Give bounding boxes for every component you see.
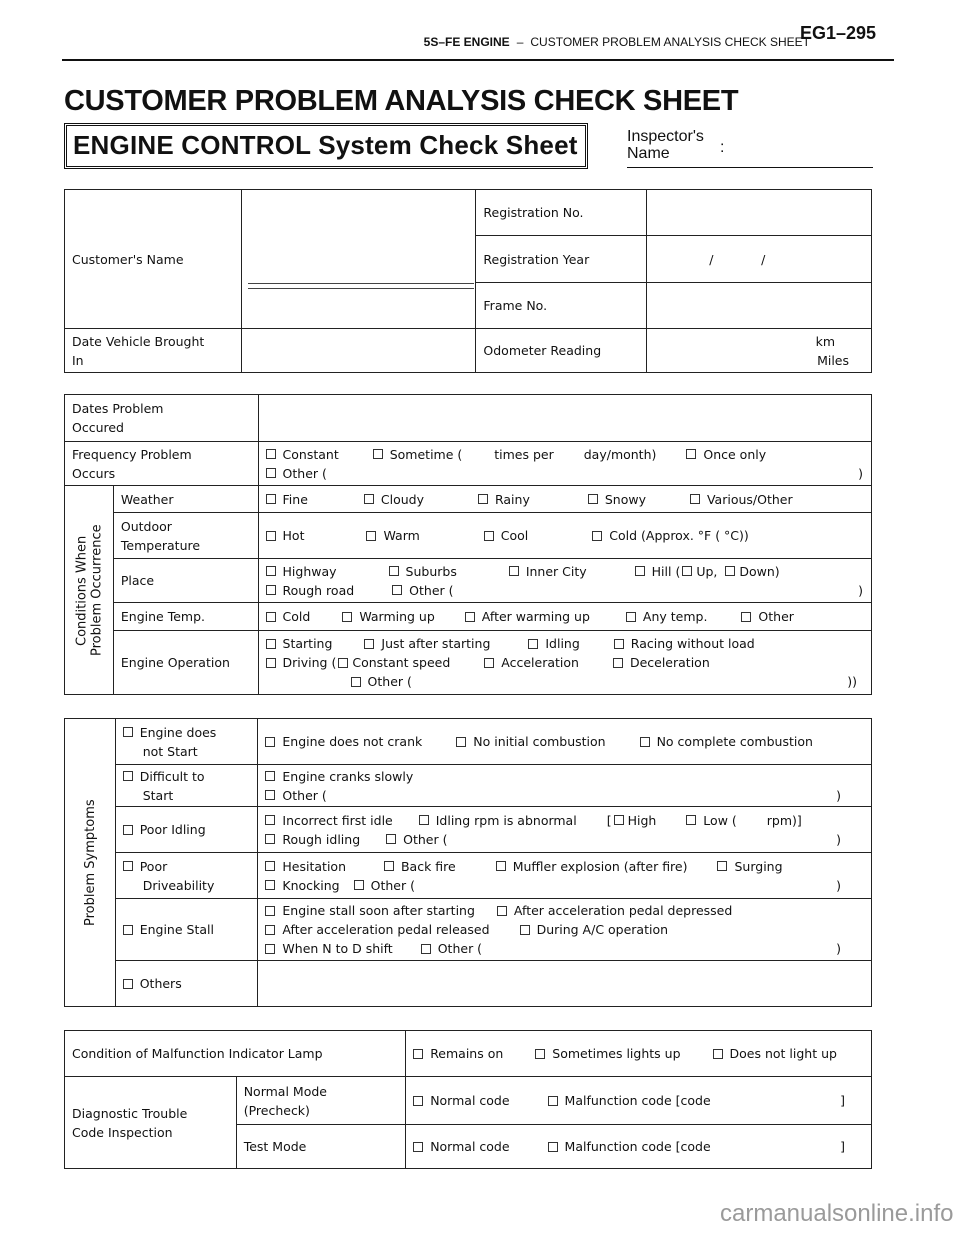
symptom-poor-driveability: Poor Driveability: [115, 853, 258, 899]
checkbox-others[interactable]: [123, 979, 133, 989]
checkbox-remains-on[interactable]: [413, 1049, 423, 1059]
frame-no-label: Frame No.: [476, 283, 647, 329]
checkbox-normal-mode-malfunction-code[interactable]: [548, 1096, 558, 1106]
place-options: Highway Suburbs Inner City Hill ( Up, Down) Rough road Other ( ): [258, 559, 871, 603]
symptom-engine-stall: Engine Stall: [115, 899, 258, 961]
checkbox-hesitation[interactable]: [265, 861, 275, 871]
checkbox-stall-ac[interactable]: [520, 925, 530, 935]
customer-name-label: Customer's Name: [65, 190, 242, 329]
checkbox-normal-mode-normal-code[interactable]: [413, 1096, 423, 1106]
weather-label: Weather: [113, 486, 258, 513]
weather-options: Fine Cloudy Rainy Snowy Various/Other: [258, 486, 871, 513]
watermark: carmanualsonline.info: [720, 1200, 954, 1227]
symptom-no-start: Engine does not Start: [115, 719, 258, 765]
checkbox-idling[interactable]: [528, 639, 538, 649]
checkbox-does-not-crank[interactable]: [265, 737, 275, 747]
checkbox-constant-speed[interactable]: [338, 658, 348, 668]
checkbox-engine-stall[interactable]: [123, 925, 133, 935]
inspector-label-line1: Inspector's: [627, 128, 704, 145]
checkbox-poor-driveability[interactable]: [123, 861, 133, 871]
checkbox-rough-idling[interactable]: [265, 834, 275, 844]
odometer-label: Odometer Reading: [476, 329, 647, 373]
checkbox-sometime[interactable]: [373, 449, 383, 459]
engine-temp-options: Cold Warming up After warming up Any temp. Other: [258, 603, 871, 631]
dates-problem-field[interactable]: [258, 395, 871, 442]
checkbox-sometimes-lights-up[interactable]: [535, 1049, 545, 1059]
form-title: ENGINE CONTROL System Check Sheet: [64, 123, 588, 169]
checkbox-inner-city[interactable]: [509, 566, 519, 576]
test-mode-label: Test Mode: [236, 1125, 405, 1169]
engine-stall-options: Engine stall soon after starting After acceleration pedal depressed After acceleration pedal released During A/C operation When N to D shift Other ( ): [258, 899, 872, 961]
checkbox-difficult-to-start[interactable]: [123, 771, 133, 781]
outdoor-temp-options: Hot Warm Cool Cold (Approx. °F ( °C)): [258, 513, 871, 559]
checkbox-fine[interactable]: [266, 494, 276, 504]
place-label: Place: [113, 559, 258, 603]
checkbox-cold[interactable]: [592, 531, 602, 541]
checkbox-operation-other[interactable]: [351, 677, 361, 687]
checkbox-highway[interactable]: [266, 566, 276, 576]
date-brought-field[interactable]: [241, 329, 475, 373]
symptom-others: Others: [115, 961, 258, 1007]
checkbox-constant[interactable]: [266, 449, 276, 459]
symptom-difficult-start: Difficult to Start: [115, 765, 258, 807]
checkbox-warm[interactable]: [366, 531, 376, 541]
checkbox-hill-down[interactable]: [725, 566, 735, 576]
symptom-poor-idling: Poor Idling: [115, 807, 258, 853]
checkbox-cold-engine[interactable]: [266, 612, 276, 622]
driveability-options: Hesitation Back fire Muffler explosion (after fire) Surging Knocking Other ( ): [258, 853, 872, 899]
engine-operation-options: Starting Just after starting Idling Racing without load Driving ( Constant speed Acceleration Deceleration Other ( )): [258, 631, 871, 695]
checkbox-stall-pedal-released[interactable]: [265, 925, 275, 935]
checkbox-once-only[interactable]: [686, 449, 696, 459]
checkbox-poor-idling[interactable]: [123, 825, 133, 835]
inspector-name-field[interactable]: [627, 167, 873, 168]
checkbox-rainy[interactable]: [478, 494, 488, 504]
conditions-table: [64, 394, 872, 695]
dates-problem-label: Dates Problem Occured: [65, 395, 259, 442]
checkbox-cranks-slowly[interactable]: [265, 771, 275, 781]
inspector-label: [627, 128, 704, 162]
header-section: 5S–FE ENGINE: [423, 35, 510, 49]
mil-label: Condition of Malfunction Indicator Lamp: [65, 1031, 406, 1077]
mil-options: Remains on Sometimes lights up Does not light up: [406, 1031, 872, 1077]
page-number: EG1–295: [800, 23, 877, 43]
checkbox-cloudy[interactable]: [364, 494, 374, 504]
checkbox-rough-road[interactable]: [266, 585, 276, 595]
checkbox-does-not-light-up[interactable]: [713, 1049, 723, 1059]
checkbox-driveability-other[interactable]: [354, 880, 364, 890]
checkbox-hill[interactable]: [635, 566, 645, 576]
symptoms-group-label: Problem Symptoms: [65, 719, 116, 1007]
checkbox-cool[interactable]: [484, 531, 494, 541]
checkbox-suburbs[interactable]: [389, 566, 399, 576]
odometer-field[interactable]: km Miles: [647, 329, 872, 373]
registration-no-field[interactable]: [647, 190, 872, 236]
checkbox-no-initial-combustion[interactable]: [456, 737, 466, 747]
engine-operation-label: Engine Operation: [113, 631, 258, 695]
checkbox-knocking[interactable]: [265, 880, 275, 890]
registration-year-field[interactable]: / /: [647, 236, 872, 283]
checkbox-after-warming-up[interactable]: [465, 612, 475, 622]
checkbox-deceleration[interactable]: [613, 658, 623, 668]
vehicle-info-table: [64, 189, 872, 373]
double-rule: [248, 283, 474, 289]
header-rule: [62, 59, 894, 61]
checkbox-snowy[interactable]: [588, 494, 598, 504]
checkbox-idle-low[interactable]: [686, 815, 696, 825]
checkbox-stall-other[interactable]: [421, 944, 431, 954]
checkbox-racing[interactable]: [614, 639, 624, 649]
checkbox-warming-up[interactable]: [342, 612, 352, 622]
poor-idling-options: Incorrect first idle Idling rpm is abnormal [ High Low ( rpm)] Rough idling Other ( ): [258, 807, 872, 853]
checkbox-starting[interactable]: [266, 639, 276, 649]
checkbox-idling-other[interactable]: [386, 834, 396, 844]
date-brought-label: Date Vehicle Brought In: [65, 329, 242, 373]
header-separator: –: [516, 35, 524, 49]
checkbox-stall-pedal-depressed[interactable]: [497, 906, 507, 916]
test-mode-options: Normal code Malfunction code [code ]: [406, 1125, 872, 1169]
no-start-options: Engine does not crank No initial combustion No complete combustion: [258, 719, 872, 765]
checkbox-just-after-starting[interactable]: [364, 639, 374, 649]
checkbox-hot[interactable]: [266, 531, 276, 541]
checkbox-no-complete-combustion[interactable]: [640, 737, 650, 747]
customer-name-field[interactable]: [241, 190, 475, 329]
difficult-start-options: Engine cranks slowly Other ( ): [258, 765, 872, 807]
outdoor-temp-label: Outdoor Temperature: [113, 513, 258, 559]
checkbox-muffler-explosion[interactable]: [496, 861, 506, 871]
checkbox-engtemp-other[interactable]: [741, 612, 751, 622]
registration-year-label: Registration Year: [476, 236, 647, 283]
checkbox-idle-high[interactable]: [614, 815, 624, 825]
checkbox-any-temp[interactable]: [626, 612, 636, 622]
frame-no-field[interactable]: [647, 283, 872, 329]
engine-temp-label: Engine Temp.: [113, 603, 258, 631]
checkbox-stall-n-to-d[interactable]: [265, 944, 275, 954]
checkbox-test-mode-malfunction-code[interactable]: [548, 1142, 558, 1152]
checkbox-incorrect-first-idle[interactable]: [265, 815, 275, 825]
dtc-label: Diagnostic Trouble Code Inspection: [65, 1077, 237, 1169]
checkbox-driving[interactable]: [266, 658, 276, 668]
others-field[interactable]: [258, 961, 872, 1007]
checkbox-surging[interactable]: [717, 861, 727, 871]
checkbox-stall-soon[interactable]: [265, 906, 275, 916]
conditions-group-label: Conditions When Problem Occurrence: [65, 486, 114, 695]
normal-mode-options: Normal code Malfunction code [code ]: [406, 1077, 872, 1125]
checkbox-various-other[interactable]: [690, 494, 700, 504]
checkbox-difficult-other[interactable]: [265, 790, 275, 800]
checkbox-hill-up[interactable]: [682, 566, 692, 576]
checkbox-test-mode-normal-code[interactable]: [413, 1142, 423, 1152]
inspector-colon: :: [720, 139, 725, 156]
checkbox-engine-does-not-start[interactable]: [123, 727, 133, 737]
normal-mode-label: Normal Mode (Precheck): [236, 1077, 405, 1125]
symptoms-table: [64, 718, 872, 1007]
header-subsection: CUSTOMER PROBLEM ANALYSIS CHECK SHEET: [530, 35, 810, 49]
running-header: [250, 35, 810, 49]
checkbox-idle-rpm-abnormal[interactable]: [419, 815, 429, 825]
page-title: CUSTOMER PROBLEM ANALYSIS CHECK SHEET: [64, 85, 739, 117]
frequency-options: Constant Sometime ( times per day/month) Once only Other ( ): [258, 442, 871, 486]
checkbox-freq-other[interactable]: [266, 468, 276, 478]
registration-no-label: Registration No.: [476, 190, 647, 236]
checkbox-place-other[interactable]: [392, 585, 402, 595]
diagnosis-table: [64, 1030, 872, 1169]
checkbox-acceleration[interactable]: [484, 658, 494, 668]
checkbox-back-fire[interactable]: [384, 861, 394, 871]
inspector-label-line2: Name: [627, 145, 670, 162]
frequency-label: Frequency Problem Occurs: [65, 442, 259, 486]
